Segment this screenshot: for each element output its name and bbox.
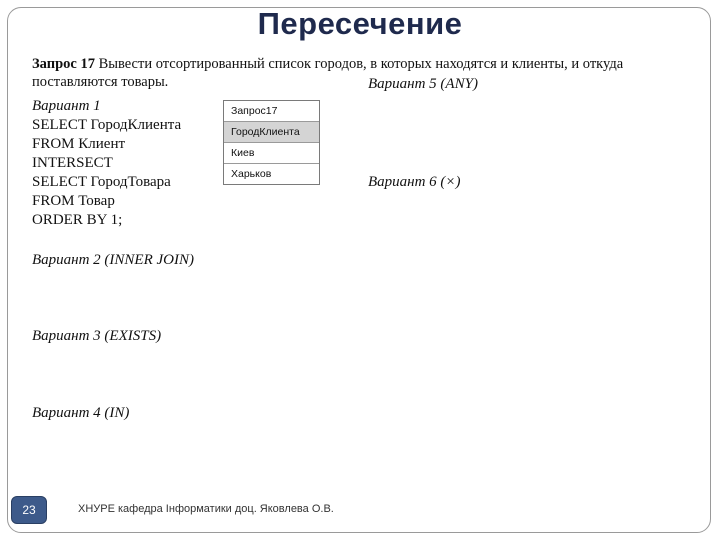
variant-3-label: Вариант 3 (EXISTS) [32,328,162,344]
sql-line: FROM Товар [32,193,115,209]
task-label: Запрос 17 [32,56,95,72]
sql-line: SELECT ГородКлиента [32,117,182,133]
variant-1-block [32,97,181,230]
result-row: Киев [224,143,319,164]
task-line-1-rest: Вывести отсортированный список городов, в которых находятся и клиенты, и откуда [94,56,624,72]
task-line-1 [32,55,702,73]
slide-number-badge: 23 [11,496,47,524]
slide-title: Пересечение [257,6,463,41]
result-table-title: Запрос17 [224,101,319,122]
result-row: Харьков [231,168,272,180]
task-text [32,55,702,91]
sql-line: INTERSECT [32,155,113,171]
variant-1-label: Вариант 1 [32,98,101,114]
variant-2-label: Вариант 2 (INNER JOIN) [32,252,194,268]
variant-6-label: Вариант 6 (×) [368,174,461,190]
sql-line: ORDER BY 1; [32,212,123,228]
sql-line: SELECT ГородТовара [32,174,171,190]
variant-5-label: Вариант 5 (ANY) [368,76,478,92]
footer-text: ХНУРЕ кафедра Інформатики доц. Яковлева О.В. [78,503,334,515]
sql-line: FROM Клиент [32,136,126,152]
variant-4-label: Вариант 4 (IN) [32,405,130,421]
query-result-table [223,100,320,185]
task-line-2: поставляются товары. [32,74,169,90]
result-column-header: ГородКлиента [224,122,319,143]
